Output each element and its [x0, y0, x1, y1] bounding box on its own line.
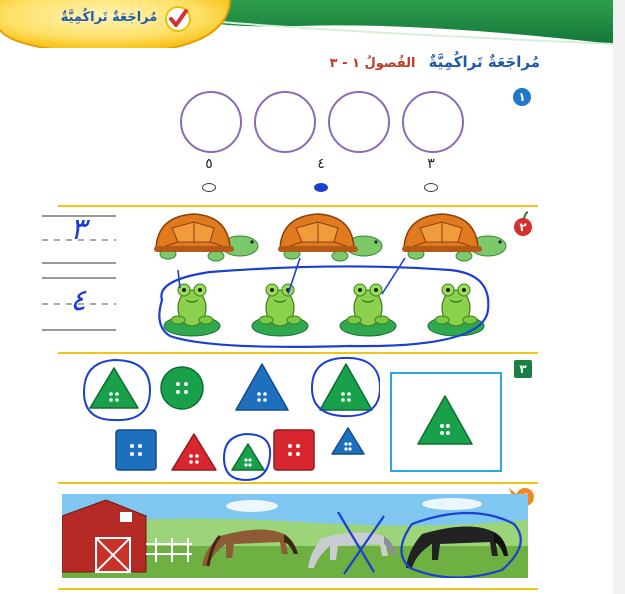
empty-circle	[328, 91, 390, 153]
empty-circle	[402, 91, 464, 153]
ink-annotations-q2	[150, 240, 495, 355]
handwritten-answer: ٣	[69, 212, 87, 247]
page-title: مُراجَعَةٌ تَراكُمِيَّةٌ	[428, 53, 540, 71]
green-triangle-button	[90, 368, 138, 408]
empty-circle	[254, 91, 316, 153]
page-header	[300, 52, 540, 74]
blue-triangle-button	[236, 364, 288, 410]
buttons-sorting-set	[80, 356, 380, 486]
red-triangle-button	[172, 434, 216, 470]
red-square-button	[274, 430, 314, 470]
checkmark-icon	[164, 5, 192, 33]
page-subtitle: الفُصولُ ١ - ٣	[329, 56, 416, 71]
question-1-number: ١	[513, 88, 531, 106]
empty-circle	[180, 91, 242, 153]
handwritten-answer: ٤	[69, 283, 87, 318]
green-circle-button	[161, 367, 203, 409]
apple-icon	[519, 211, 529, 221]
farm-horses-scene	[62, 494, 528, 578]
section-divider	[58, 482, 538, 484]
question-3-number: ٣	[514, 360, 532, 378]
green-triangle-button	[320, 364, 372, 410]
question-2-number: ٢	[514, 218, 532, 236]
section-divider	[58, 588, 538, 590]
option-label: ٤	[317, 156, 325, 172]
answer-bubble[interactable]	[202, 183, 216, 192]
blue-square-button	[116, 430, 156, 470]
banner-badge-label: مُراجَعَةٌ تَراكُمِيَّةٌ	[60, 10, 158, 25]
option-label: ٣	[427, 156, 435, 172]
small-green-triangle-button	[232, 444, 264, 470]
small-blue-triangle-button	[332, 428, 364, 454]
answer-bubble-selected[interactable]	[314, 183, 328, 192]
option-label: ٥	[205, 156, 213, 172]
viewer-edge	[613, 0, 625, 594]
section-divider	[58, 205, 538, 207]
section-divider	[58, 352, 538, 354]
reference-green-triangle-button	[414, 392, 476, 450]
answer-bubble[interactable]	[424, 183, 438, 192]
